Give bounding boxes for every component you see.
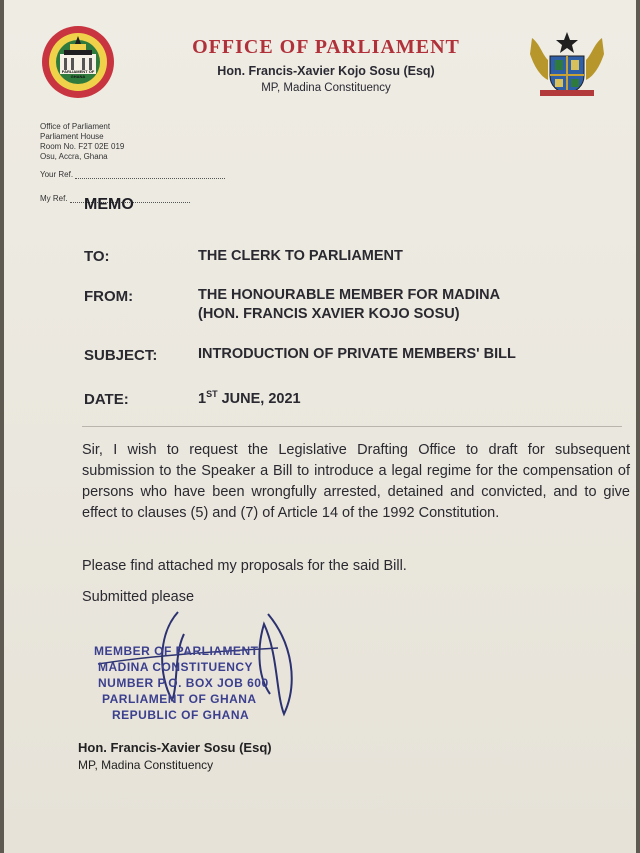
from-value-line2: (HON. FRANCIS XAVIER KOJO SOSU) xyxy=(198,306,460,322)
official-stamp xyxy=(88,604,308,728)
stamp-line: MADINA CONSTITUENCY xyxy=(98,660,254,674)
date-suffix: ST xyxy=(206,389,218,399)
date-day: 1 xyxy=(198,390,207,407)
date-rest: JUNE, 2021 xyxy=(217,390,301,407)
your-ref xyxy=(40,170,225,179)
subject-label: SUBJECT: xyxy=(84,347,158,364)
parliament-emblem-icon xyxy=(40,24,116,100)
memo-document xyxy=(4,0,636,853)
address-line: Room No. F2T 02E 019 xyxy=(40,142,125,151)
stamp-line: MEMBER OF PARLIAMENT xyxy=(94,644,259,658)
stamp-line: PARLIAMENT OF GHANA xyxy=(102,692,257,706)
my-ref-label: My Ref. xyxy=(40,194,68,203)
attached-line: Please find attached my proposals for the said Bill. xyxy=(82,558,407,574)
address-line: Office of Parliament xyxy=(40,122,111,131)
divider xyxy=(82,426,622,427)
coat-of-arms-icon xyxy=(526,30,608,98)
address-line: Parliament House xyxy=(40,132,104,141)
date-value xyxy=(198,389,301,407)
emblem-text: PARLIAMENT OF GHANA xyxy=(61,69,95,79)
mp-constituency: MP, Madina Constituency xyxy=(261,82,391,94)
to-value: THE CLERK TO PARLIAMENT xyxy=(198,248,403,264)
memo-label: MEMO xyxy=(84,196,134,213)
stamp-line: NUMBER P.O. BOX JOB 600 xyxy=(98,676,269,690)
subject-value: INTRODUCTION OF PRIVATE MEMBERS' BILL xyxy=(198,346,516,362)
ref-dots xyxy=(75,178,225,179)
body-paragraph: Sir, I wish to request the Legislative Drafting Office to draft for subsequent submission to the Speaker a Bill to introduce a legal regime for the compensation of persons who have been wrongfully arrested, detained and convicted, and to give effect to clauses (5) and (7) of Article 14 of the 1992 Constitution. xyxy=(82,442,630,521)
address-line: Osu, Accra, Ghana xyxy=(40,152,108,161)
date-label: DATE: xyxy=(84,391,129,408)
signatory-name: Hon. Francis-Xavier Sosu (Esq) xyxy=(78,740,272,755)
from-value-line1: THE HONOURABLE MEMBER FOR MADINA xyxy=(198,287,501,303)
office-title: OFFICE OF PARLIAMENT xyxy=(192,36,460,58)
office-address xyxy=(40,122,124,162)
signatory-constituency: MP, Madina Constituency xyxy=(78,758,214,772)
to-label: TO: xyxy=(84,248,110,265)
from-label: FROM: xyxy=(84,288,134,305)
stamp-line: REPUBLIC OF GHANA xyxy=(112,708,250,722)
submitted-line: Submitted please xyxy=(82,589,195,605)
mp-name: Hon. Francis-Xavier Kojo Sosu (Esq) xyxy=(217,64,435,78)
your-ref-label: Your Ref. xyxy=(40,170,74,179)
